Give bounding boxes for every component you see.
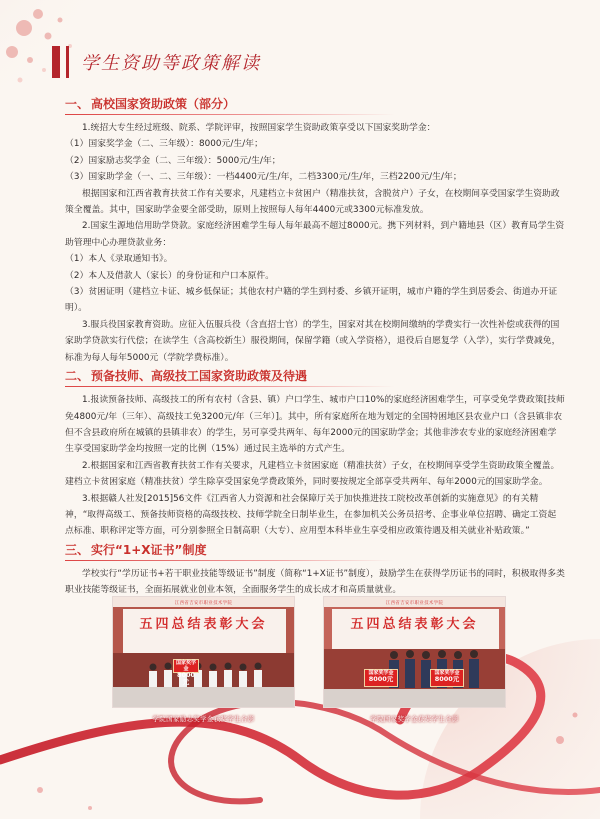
- section-heading: [65, 96, 565, 112]
- award-photo-left: [112, 596, 295, 708]
- policy-paragraph: 2.根据国家和江西省教育扶贫工作有关要求，凡建档立卡贫困家庭（精准扶贫）子女，在校期间享受学生资助政策全覆盖。建档立卡贫困家庭（精准扶贫）学生除享受国家免学费政策外，同时要按规定全部享受共两年、每年2000元的国家助学金。: [65, 460, 560, 488]
- award-sign-left: [173, 659, 199, 686]
- photo-right-top-text: 江西省吉安市职业技术学院: [385, 601, 444, 606]
- award-sign-right-amount: 8000元: [368, 675, 394, 683]
- policy-paragraph: （2）本人及借款人（家长）的身份证和户口本原件。: [65, 270, 275, 281]
- photo-right-caption: 学院国家奖学金获奖学生合影: [370, 715, 459, 723]
- policy-paragraph: （3）国家助学金（一、二、三年级）：一档4400元/生/年，二档3300元/生/年，三档2200元/生/年；: [65, 172, 462, 183]
- title-accent-bar: [52, 46, 60, 78]
- section-underline: [65, 560, 395, 561]
- policy-paragraph: （3）贫困证明（建档立卡证、城乡低保证；其他农村户籍的学生到村委、乡镇开证明，城市户籍的学生到居委会、街道办开证明）。: [65, 287, 558, 314]
- policy-paragraph: 1.报读预备技师、高级技工的所有农村（含县、镇）户口学生、城市户口10%的家庭经济困难学生，可享受免学费政策[技师免4800元/年（三年）、高级技工免3200元/年（三年）]。其中，所有家庭所在地为划定的全国特困地区县农业户口（含县镇非农但不含县政府所在城镇的县镇非农）的学生，另可享受共两年、每年2000元的国家助学金；其他非涉农专业的家庭经济困难学生享受国家助学金均按照一定的比例（15%）通过民主选举的方式产生。: [65, 395, 565, 455]
- policy-paragraph: 3.根据赣人社发[2015]56文件《江西省人力资源和社会保障厅关于加快推进技工院校改革创新的实施意见》的有关精神，“取得高级工、预备技师资格的高级技校、技师学院全日制毕业生，在参加机关公务员招考、企事业单位招聘、确定工资起点标准、职称评定等方面，可分别参照全日制高职（大专）、应用型本科毕业生享受相应政策待遇及相关就业补贴政策。”: [65, 493, 557, 537]
- photo-left-caption: 学院国家励志奖学金获奖学生合影: [152, 715, 255, 723]
- award-photo-right: [323, 596, 506, 708]
- section-heading: [65, 368, 565, 384]
- award-sign-right-2: [430, 669, 464, 687]
- photo-right-banner: 五四总结表彰大会: [350, 617, 479, 632]
- section-title: 实行“1+X证书”制度: [91, 542, 207, 557]
- photo-card-left: [112, 596, 295, 723]
- award-sign-right-2-label: 国家奖学金: [434, 670, 460, 676]
- policy-paragraph: 根据国家和江西省教育扶贫工作有关要求，凡建档立卡贫困户（精准扶贫，含脱贫户）子女，在校期间享受国家学生资助政策全覆盖。其中，国家助学金要全部受助，原则上按照每人每年4400元或3300元标准发放。: [65, 188, 560, 216]
- page-header: [52, 42, 261, 82]
- section-number: 一、: [65, 97, 90, 111]
- section-title: 预备技师、高级技工国家资助政策及待遇: [91, 369, 308, 384]
- photo-card-right: [323, 596, 506, 723]
- policy-paragraph: 2.国家生源地信用助学贷款。家庭经济困难学生每人每年最高不超过8000元。携下列材料，到户籍地县（区）教育局学生资助管理中心办理贷款业务：: [65, 221, 565, 248]
- award-sign-right-2-amount: 8000元: [434, 675, 460, 683]
- policy-paragraph: 学校实行“学历证书+若干职业技能等级证书”制度（简称“1+X证书”制度），鼓励学生在获得学历证书的同时，积极取得多类职业技能等级证书，全面拓展就业创业本领，全面服务学生的成长成才和高质量就业。: [65, 568, 565, 596]
- section-underline: [65, 114, 395, 115]
- section-heading: [65, 542, 565, 558]
- award-sign-right-label: 国家奖学金: [368, 670, 394, 676]
- policy-paragraph: 3.服兵役国家教育资助。应征入伍服兵役（含直招士官）的学生，国家对其在校期间缴纳的学费实行一次性补偿或获得的国家助学贷款实行代偿；在读学生（含高校新生）服役期间，保留学籍（或入学资格），退役后自愿复学（入学），实行学费减免，标准为每人每年5000元（学院学费标准）。: [65, 319, 561, 363]
- section-number: 二、: [65, 369, 90, 384]
- award-sign-right: [364, 669, 398, 687]
- policy-paragraph: （1）本人《录取通知书》。: [65, 254, 173, 265]
- photo-left-top-text: 江西省吉安市职业技术学院: [174, 601, 233, 606]
- policy-content: [65, 94, 565, 599]
- award-sign-left-amount: 8000元: [176, 671, 196, 686]
- policy-paragraph: （2）国家励志奖学金（二、三年级）：5000元/生/年；: [65, 155, 281, 166]
- section-number: 三、: [65, 542, 90, 557]
- policy-paragraph: （1）国家奖学金（二、三年级）：8000元/生/年；: [65, 139, 263, 150]
- section-underline: [65, 386, 395, 387]
- title-accent-bar-thin: [66, 46, 69, 78]
- policy-paragraph: 1.统招大专生经过班级、院系、学院评审，按照国家学生资助政策享受以下国家奖助学金：: [82, 123, 436, 133]
- page-title: 学生资助等政策解读: [81, 53, 261, 74]
- photo-left-banner: 五四总结表彰大会: [139, 617, 268, 632]
- section-title: 高校国家资助政策（部分）: [91, 97, 236, 111]
- award-sign-left-label: 国家奖学金: [175, 660, 196, 672]
